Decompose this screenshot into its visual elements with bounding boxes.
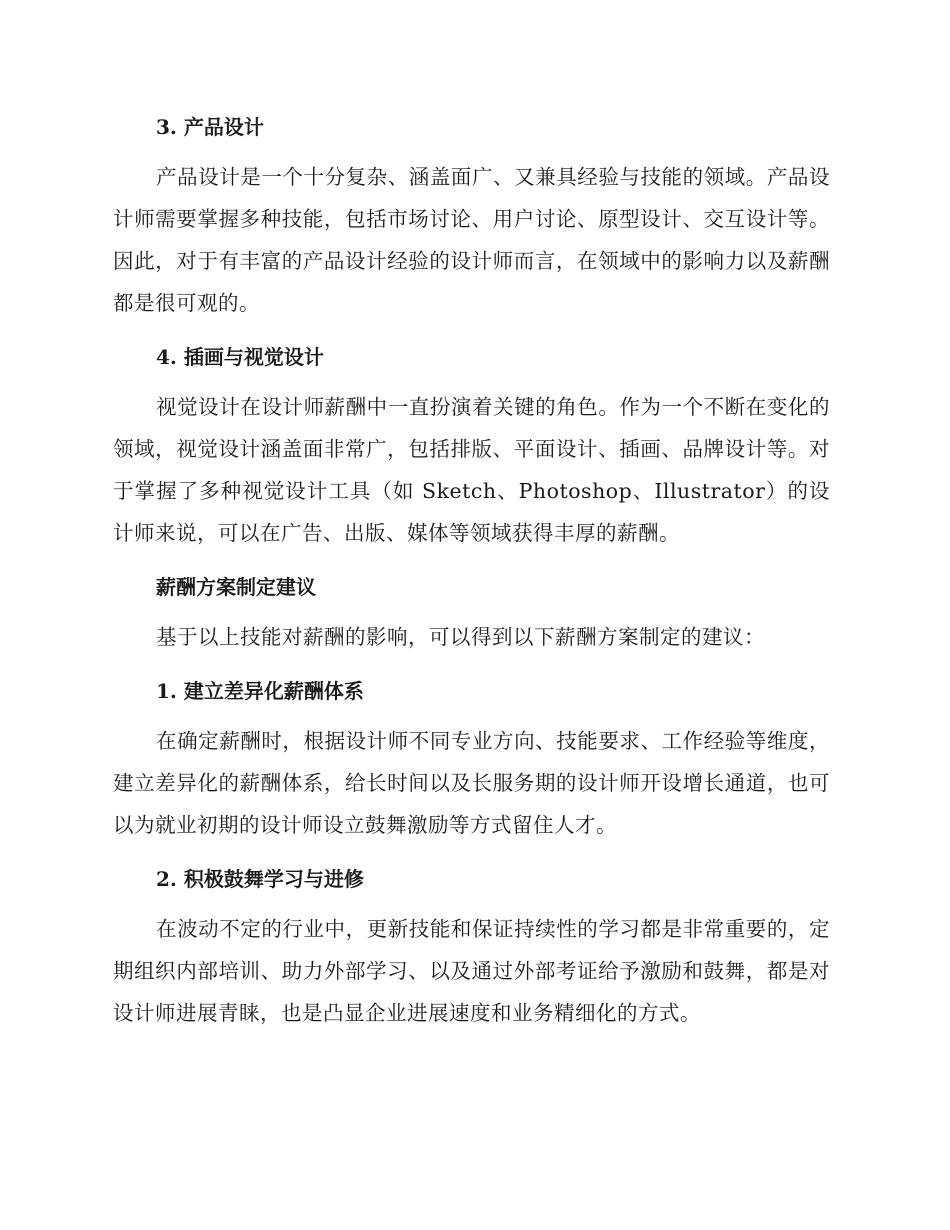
section-heading-visual-design: 4. 插画与视觉设计 [156,345,324,369]
section-heading-salary-suggestions: 薪酬方案制定建议 [156,575,316,599]
section-paragraph-salary-suggestions: 基于以上技能对薪酬的影响，可以得到以下薪酬方案制定的建议： [156,625,765,649]
section-heading-product-design: 3. 产品设计 [156,115,264,139]
document-body [113,108,830,1034]
section-paragraph-differentiated-system: 在确定薪酬时，根据设计师不同专业方向、技能要求、工作经验等维度，建立差异化的薪酬体系，给长时间以及长服务期的设计师开设增长通道，也可以为就业初期的设计师设立鼓舞激励等方式留住人才。 [113,729,830,837]
section-heading-differentiated-system: 1. 建立差异化薪酬体系 [156,679,364,703]
section-paragraph-visual-design: 视觉设计在设计师薪酬中一直扮演着关键的角色。作为一个不断在变化的领域，视觉设计涵盖面非常广，包括排版、平面设计、插画、品牌设计等。对于掌握了多种视觉设计工具（如 Sketch、Photoshop、Illustrator）的设计师来说，可以在广告、出版、媒体等领域获得丰厚的薪酬。 [113,395,830,545]
section-heading-learning-encouragement: 2. 积极鼓舞学习与进修 [156,867,364,891]
section-paragraph-product-design: 产品设计是一个十分复杂、涵盖面广、又兼具经验与技能的领域。产品设计师需要掌握多种技能，包括市场讨论、用户讨论、原型设计、交互设计等。因此，对于有丰富的产品设计经验的设计师而言，在领域中的影响力以及薪酬都是很可观的。 [113,165,830,315]
section-paragraph-learning-encouragement: 在波动不定的行业中，更新技能和保证持续性的学习都是非常重要的，定期组织内部培训、助力外部学习、以及通过外部考证给予激励和鼓舞，都是对设计师进展青睐，也是凸显企业进展速度和业务精细化的方式。 [113,917,830,1025]
